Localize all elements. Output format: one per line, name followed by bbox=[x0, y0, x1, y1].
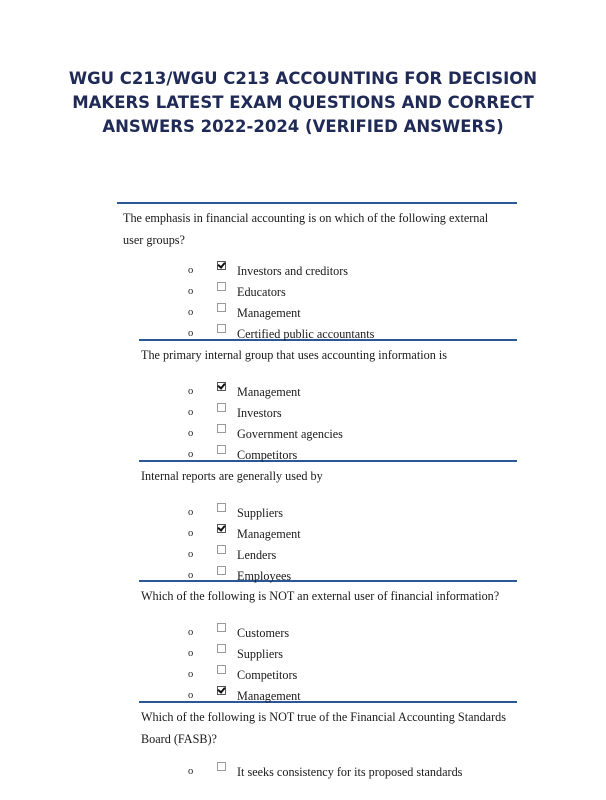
option-label: Suppliers bbox=[237, 506, 284, 520]
bullet-marker: o bbox=[188, 265, 194, 276]
bullet-marker: o bbox=[188, 766, 194, 777]
question-text: Which of the following is NOT an external user of financial information? bbox=[141, 589, 500, 603]
bullet-marker: o bbox=[188, 286, 194, 297]
bullet-marker: o bbox=[188, 570, 194, 581]
option-label: Management bbox=[237, 527, 301, 541]
bullet-marker: o bbox=[188, 528, 194, 539]
option-label: Suppliers bbox=[237, 647, 284, 661]
section-divider bbox=[139, 701, 517, 703]
bullet-marker: o bbox=[188, 648, 194, 659]
question-text: Internal reports are generally used by bbox=[141, 469, 323, 483]
checkbox-checked-icon[interactable] bbox=[217, 382, 226, 391]
option-label: Employees bbox=[237, 569, 292, 583]
checkbox-icon[interactable] bbox=[217, 324, 226, 333]
question-text: Which of the following is NOT true of the Financial Accounting Standards Board (FASB)? bbox=[141, 710, 506, 746]
option-label: Lenders bbox=[237, 548, 277, 562]
section-divider bbox=[139, 460, 517, 462]
bullet-marker: o bbox=[188, 507, 194, 518]
option-label: Competitors bbox=[237, 668, 298, 682]
checkbox-checked-icon[interactable] bbox=[217, 524, 226, 533]
checkbox-icon[interactable] bbox=[217, 503, 226, 512]
checkbox-icon[interactable] bbox=[217, 623, 226, 632]
option-label: Management bbox=[237, 385, 301, 399]
checkbox-icon[interactable] bbox=[217, 644, 226, 653]
checkbox-icon[interactable] bbox=[217, 303, 226, 312]
checkbox-icon[interactable] bbox=[217, 445, 226, 454]
option-label: Competitors bbox=[237, 448, 298, 462]
checkbox-icon[interactable] bbox=[217, 282, 226, 291]
question-text: The emphasis in financial accounting is on which of the following external user groups? bbox=[123, 211, 489, 247]
checkbox-icon[interactable] bbox=[217, 403, 226, 412]
checkbox-icon[interactable] bbox=[217, 424, 226, 433]
bullet-marker: o bbox=[188, 669, 194, 680]
bullet-marker: o bbox=[188, 307, 194, 318]
option-label: Certified public accountants bbox=[237, 327, 375, 341]
option-label: Management bbox=[237, 689, 301, 703]
checkbox-icon[interactable] bbox=[217, 665, 226, 674]
bullet-marker: o bbox=[188, 407, 194, 418]
bullet-marker: o bbox=[188, 386, 194, 397]
question-text: The primary internal group that uses accounting information is bbox=[141, 348, 447, 362]
option-label: Management bbox=[237, 306, 301, 320]
checkbox-icon[interactable] bbox=[217, 566, 226, 575]
option-label: Customers bbox=[237, 626, 290, 640]
option-label: Educators bbox=[237, 285, 286, 299]
bullet-marker: o bbox=[188, 690, 194, 701]
bullet-marker: o bbox=[188, 449, 194, 460]
section-divider bbox=[139, 580, 517, 582]
option-label: Government agencies bbox=[237, 427, 343, 441]
checkbox-checked-icon[interactable] bbox=[217, 261, 226, 270]
option-label: Investors bbox=[237, 406, 282, 420]
bullet-marker: o bbox=[188, 328, 194, 339]
bullet-marker: o bbox=[188, 627, 194, 638]
option-label: It seeks consistency for its proposed standards bbox=[237, 765, 463, 779]
section-divider bbox=[117, 202, 517, 204]
document-title: WGU C213/WGU C213 ACCOUNTING FOR DECISION MAKERS LATEST EXAM QUESTIONS AND CORRECT ANSWERS 2022-2024 (VERIFIED ANSWERS) bbox=[68, 69, 538, 136]
checkbox-checked-icon[interactable] bbox=[217, 686, 226, 695]
checkbox-icon[interactable] bbox=[217, 545, 226, 554]
bullet-marker: o bbox=[188, 549, 194, 560]
bullet-marker: o bbox=[188, 428, 194, 439]
checkbox-icon[interactable] bbox=[217, 762, 226, 771]
option-label: Investors and creditors bbox=[237, 264, 349, 278]
